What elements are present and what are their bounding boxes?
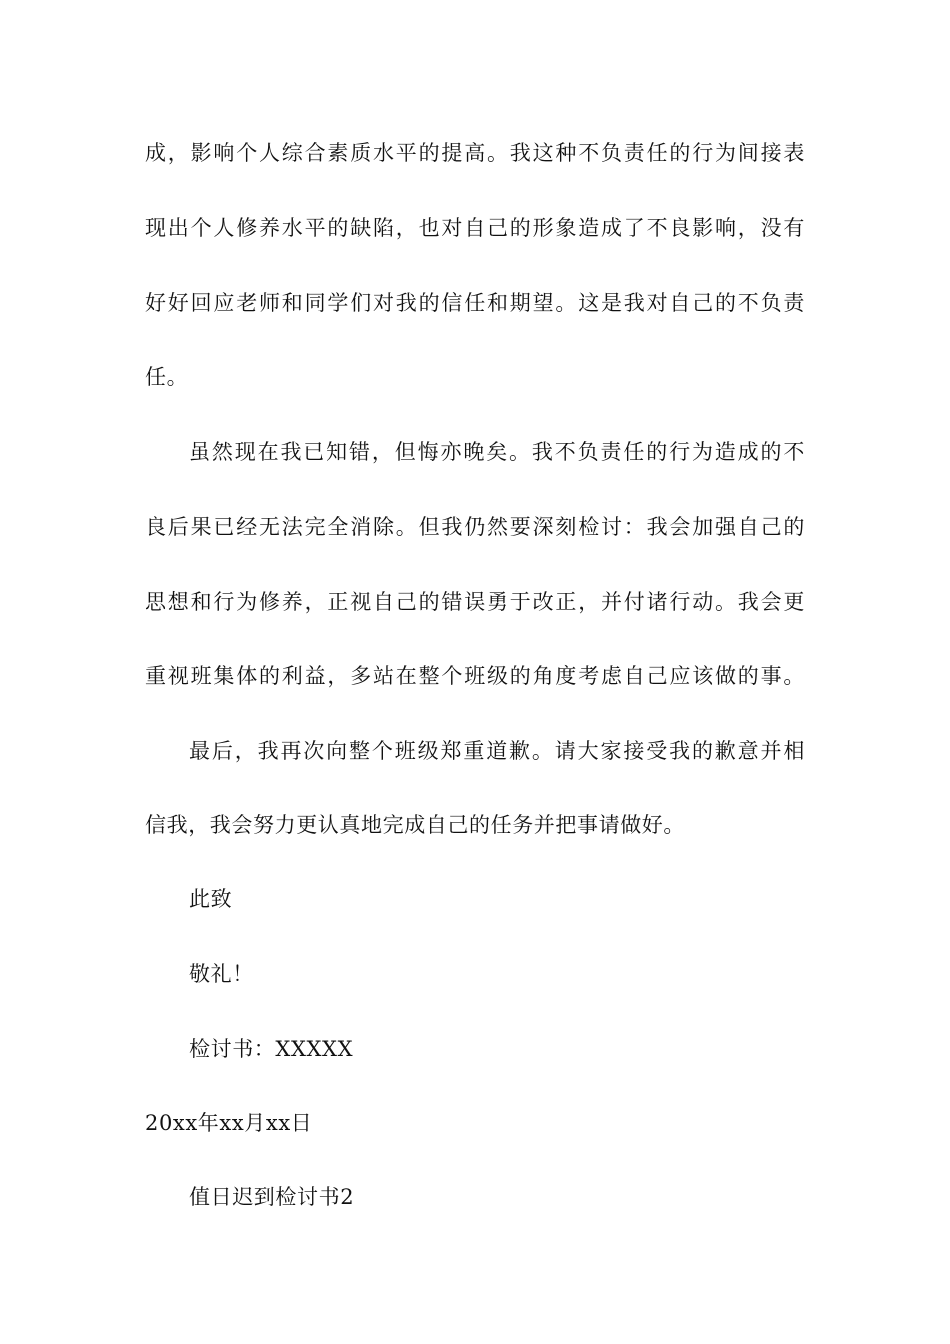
paragraph-3-line-2: 信我，我会努力更认真地完成自己的任务并把事请做好。 <box>145 813 685 837</box>
date-line: 20xx年xx月xx日 <box>145 1111 313 1135</box>
paragraph-2-line-1: 虽然现在我已知错，但悔亦晚矣。我不负责任的行为造成的不 <box>189 440 805 464</box>
paragraph-2-line-2: 良后果已经无法完全消除。但我仍然要深刻检讨：我会加强自己的 <box>145 515 805 539</box>
paragraph-2-line-4: 重视班集体的利益，多站在整个班级的角度考虑自己应该做的事。 <box>145 664 805 688</box>
closing-respect: 敬礼！ <box>189 962 254 986</box>
paragraph-1-line-4: 任。 <box>145 365 189 389</box>
paragraph-1-line-3: 好好回应老师和同学们对我的信任和期望。这是我对自己的不负责 <box>145 291 805 315</box>
signature-line: 检讨书：XXXXX <box>189 1037 354 1061</box>
paragraph-1-line-2: 现出个人修养水平的缺陷，也对自己的形象造成了不良影响，没有 <box>145 216 805 240</box>
closing-salutation: 此致 <box>189 887 233 911</box>
paragraph-1-line-1: 成，影响个人综合素质水平的提高。我这种不负责任的行为间接表 <box>145 141 805 165</box>
next-document-title: 值日迟到检讨书2 <box>189 1185 355 1209</box>
paragraph-2-line-3: 思想和行为修养，正视自己的错误勇于改正，并付诸行动。我会更 <box>145 590 805 614</box>
paragraph-3-line-1: 最后，我再次向整个班级郑重道歉。请大家接受我的歉意并相 <box>189 739 805 763</box>
